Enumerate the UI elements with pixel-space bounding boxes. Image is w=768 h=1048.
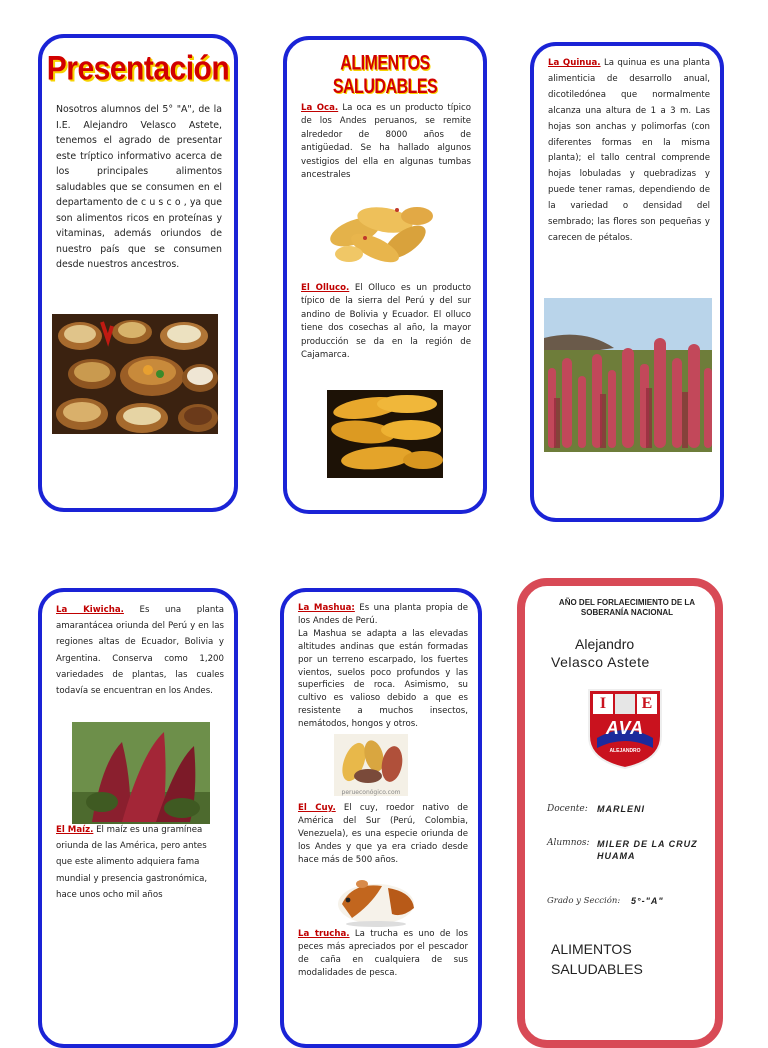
kiwicha-paragraph [56, 602, 224, 699]
grado-label: Grado y Sección: [547, 896, 621, 906]
quinua-paragraph [548, 56, 710, 247]
alimentos-title: ALIMENTOS SALUDABLES [332, 52, 438, 99]
olluco-paragraph [301, 282, 471, 362]
panel-presentacion [38, 34, 238, 512]
mashua-image [334, 734, 408, 796]
olluco-text: El Olluco es un producto típico de la sierra del Perú y del sur andino de Bolivia y Ecuador. El olluco tiene dos cosechas al año, la mayor producción se da en la región de Cajamarca. [301, 283, 472, 361]
olluco-keyword: El Olluco. [301, 283, 350, 293]
cuy-image [332, 874, 420, 928]
presentacion-title: Presentación [46, 49, 230, 88]
cuy-keyword: El Cuy. [298, 803, 336, 813]
alumnos-label: Alumnos: [547, 838, 590, 848]
grado-value: 5°-"A" [631, 896, 664, 906]
maiz-text: El maíz es una gramínea oriunda de las América, pero antes que este alimento adquiera fama mundial y presencia gastronómica, hace unos ocho mil años [56, 825, 208, 900]
kiwicha-image [72, 722, 210, 824]
kiwicha-keyword: La Kiwicha. [56, 605, 124, 615]
mashua-paragraph [298, 602, 468, 731]
alumnos-value: MILER DE LA CRUZ HUAMA [597, 839, 698, 861]
logo-letter-i: I [599, 695, 607, 712]
panel-mashua [280, 588, 482, 1048]
docente-value: MARLENI [597, 804, 645, 814]
maiz-paragraph [56, 822, 224, 903]
cover-footer-title-1: ALIMENTOS [551, 941, 632, 957]
quinua-field-image [544, 298, 712, 452]
docente-label: Docente: [547, 804, 588, 814]
oca-keyword: La Oca. [301, 103, 339, 113]
panel-quinua [530, 42, 724, 522]
oca-image [325, 190, 437, 270]
kiwicha-text: Es una planta amarantácea oriunda del Perú y en las regiones altas de Ecuador, Bolivia y Argentina. Conserva como 1,200 variedades de plantas, las cuales todavía se encuentran en los Andes. [56, 605, 224, 697]
mashua-keyword: La Mashua: [298, 603, 355, 613]
cuy-text: El cuy, roedor nativo de América del Sur (Perú, Colombia, Venezuela), es una especie oriunda de los Andes y que ya era criado desde hace más de 500 años. [298, 803, 468, 865]
logo-letter-e: E [641, 695, 653, 712]
mashua-text-1: Es una planta propia de los Andes de Perú. [298, 603, 468, 626]
mashua-text-2: La Mashua se adapta a las elevadas altitudes andinas que están formadas por un terreno escarpado, los fuertes vientos, suelos poco profundos y las superficies de roca. Asimismo, su cultivo es valioso debido a que es resistente a muchos insectos, nemátodos, hongos y otros. [298, 628, 468, 730]
oca-text: La oca es un producto típico de los Andes peruanos, se remite alrededor de 8000 años de antigüedad. Se ha hallado algunos vestigios del ella en algunas tumbas ancestrales [301, 103, 472, 181]
panel-cover [517, 578, 723, 1048]
cover-footer-title-2: SALUDABLES [551, 961, 643, 977]
cuy-paragraph [298, 802, 468, 867]
grains-bowls-image [52, 314, 218, 434]
quinua-keyword: La Quinua. [548, 58, 601, 68]
trucha-text: La trucha es uno de los peces más apreciados por el pescador de caña en cualquiera de sus modalidades de pesca. [298, 929, 468, 978]
maiz-keyword: El Maíz. [56, 825, 94, 835]
year-line: AÑO DEL FORLAECIMIENTO DE LA SOBERANÍA NACIONAL [558, 598, 696, 617]
school-logo [585, 686, 665, 770]
oca-paragraph [301, 102, 471, 182]
mashua-watermark: perueconógico.com [341, 789, 401, 796]
logo-subtext: ALEJANDRO [609, 748, 641, 754]
logo-ava: AVA [605, 718, 645, 738]
quinua-text: La quinua es una planta alimenticia de desarrollo anual, dicotiledónea que normalmente alcanza una altura de 1 a 3 m. Las hojas son anchas y polimorfas (con diferentes formas en la misma planta); el tallo central comprende hojas lobuladas y quebradizas y puede tener ramas, dependiendo de la variedad o densidad del sembrado; las flores son pequeñas y carecen de pétalos. [548, 58, 711, 243]
olluco-image [327, 390, 443, 478]
school-name-line2: Velasco Astete [551, 654, 650, 670]
trucha-paragraph [298, 928, 468, 980]
trucha-keyword: La trucha. [298, 929, 350, 939]
panel-kiwicha [38, 588, 238, 1048]
presentacion-body: Nosotros alumnos del 5° "A", de la I.E. Alejandro Velasco Astete, tenemos el agrado de presentar este tríptico informativo acerca de los principales alimentos saludables que se consumen en el departamento de c u s c o , ya que son alimentos ricos en proteínas y vitaminas, además oriundos de nuestro país que se consumen desde nuestros ancestros. [56, 104, 222, 270]
school-name-line1: Alejandro [575, 636, 635, 652]
panel-alimentos [283, 36, 487, 514]
